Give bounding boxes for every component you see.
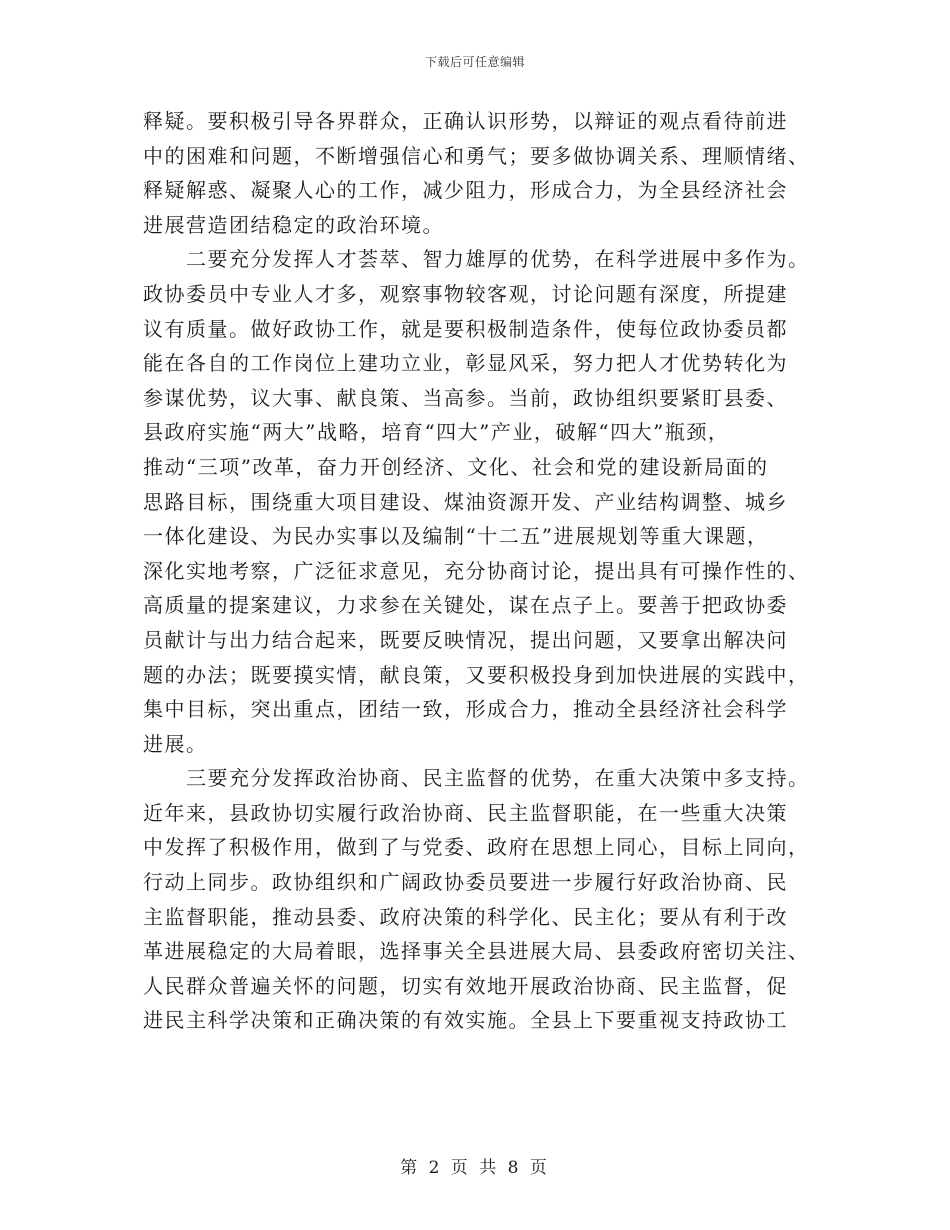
text-line: 中发挥了积极作用，做到了与党委、政府在思想上同心，目标上同向，: [143, 835, 810, 860]
text-line: 推动“三项”改革，奋力开创经济、文化、社会和党的建设新局面的: [143, 454, 769, 479]
text-line: 题的办法；既要摸实情，献良策，又要积极投身到加快进展的实践中，: [143, 662, 810, 687]
page-header-note: 下载后可任意编辑: [424, 55, 525, 69]
text-line: 释疑解惑、凝聚人心的工作，减少阻力，形成合力，为全县经济社会: [143, 178, 788, 203]
text-line: 进民主科学决策和正确决策的有效实施。全县上下要重视支持政协工: [143, 1008, 788, 1033]
text-line: 参谋优势，议大事、献良策、当高参。当前，政协组织要紧盯县委、: [143, 385, 788, 410]
text-line: 进展。: [143, 731, 208, 756]
text-line: 二要充分发挥人才荟萃、智力雄厚的优势，在科学进展中多作为。: [143, 247, 810, 272]
text-line: 释疑。要积极引导各界群众，正确认识形势，以辩证的观点看待前进: [143, 109, 788, 133]
text-line: 进展营造团结稳定的政治环境。: [143, 212, 444, 237]
text-line: 中的困难和问题，不断增强信心和勇气；要多做协调关系、理顺情绪、: [143, 143, 810, 168]
text-line: 议有质量。做好政协工作，就是要积极制造条件，使每位政协委员都: [143, 316, 788, 341]
text-line: 主监督职能，推动县委、政府决策的科学化、民主化；要从有利于改: [143, 904, 788, 929]
text-line: 一体化建设、为民办实事以及编制“十二五”进展规划等重大课题，: [143, 524, 769, 549]
text-line: 高质量的提案建议，力求参在关键处，谋在点子上。要善于把政协委: [143, 593, 788, 618]
text-line: 人民群众普遍关怀的问题，切实有效地开展政治协商、民主监督，促: [143, 973, 788, 998]
text-line: 革进展稳定的大局着眼，选择事关全县进展大局、县委政府密切关注、: [143, 939, 810, 964]
text-line: 员献计与出力结合起来，既要反映情况，提出问题，又要拿出解决问: [143, 627, 788, 652]
text-line: 集中目标，突出重点，团结一致，形成合力，推动全县经济社会科学: [143, 697, 788, 722]
text-line: 能在各自的工作岗位上建功立业，彰显风采，努力把人才优势转化为: [143, 351, 788, 376]
text-line: 思路目标，围绕重大项目建设、煤油资源开发、产业结构调整、城乡: [143, 489, 788, 514]
text-line: 近年来，县政协切实履行政治协商、民主监督职能，在一些重大决策: [143, 800, 788, 825]
text-line: 县政府实施“两大”战略，培育“四大”产业，破解“四大”瓶颈，: [143, 420, 730, 445]
text-line: 深化实地考察，广泛征求意见，充分协商讨论，提出具有可操作性的、: [143, 558, 810, 583]
body-text: [143, 104, 810, 1038]
text-line: 政协委员中专业人才多，观察事物较客观，讨论问题有深度，所提建: [143, 281, 788, 306]
page-number-footer: 第 2 页 共 8 页: [400, 1158, 550, 1178]
text-line: 行动上同步。政协组织和广阔政协委员要进一步履行好政治协商、民: [143, 870, 788, 895]
text-line: 三要充分发挥政治协商、民主监督的优势，在重大决策中多支持。: [143, 766, 810, 791]
